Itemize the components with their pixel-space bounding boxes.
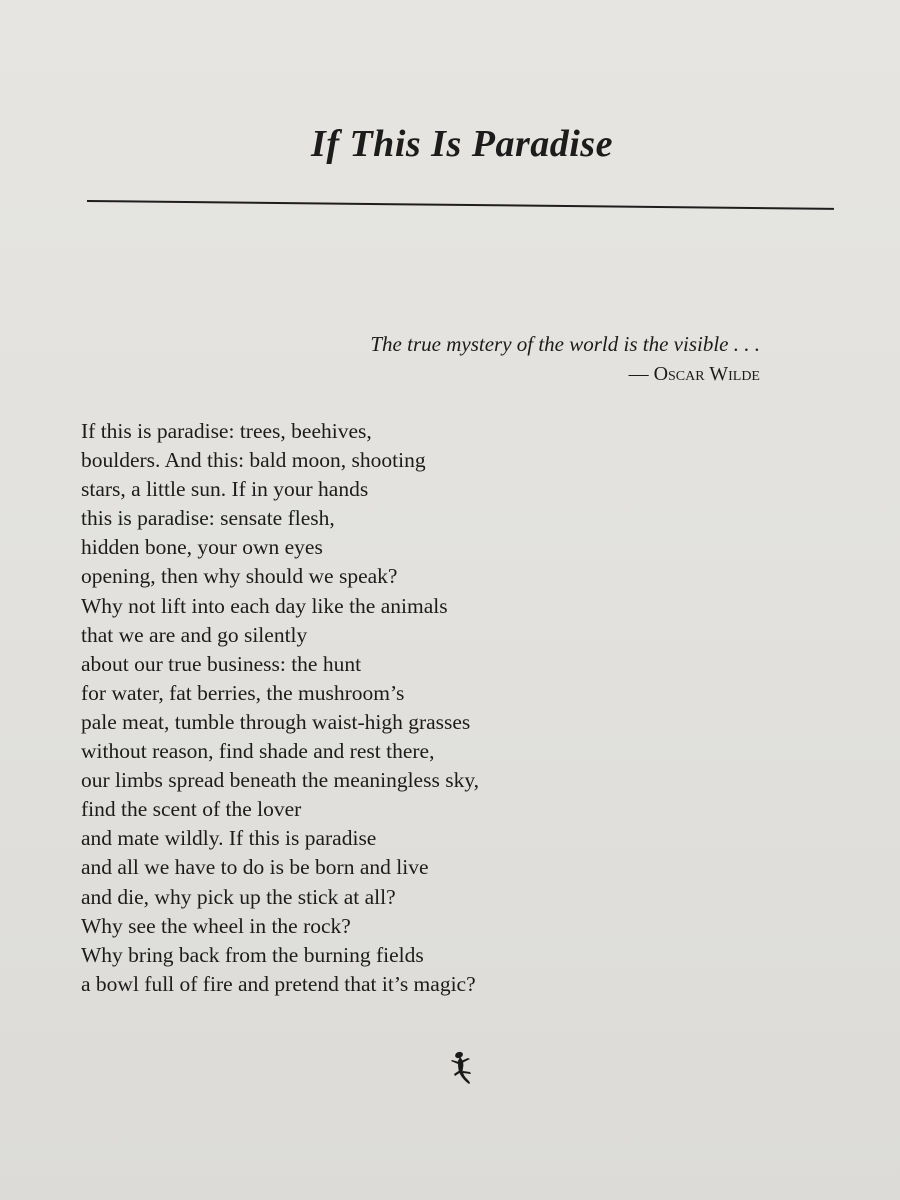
poem-line: Why see the wheel in the rock?: [81, 913, 351, 938]
poem-line: and all we have to do is be born and live: [81, 855, 429, 880]
poem-line: and mate wildly. If this is paradise: [81, 826, 377, 851]
poem-line: pale meat, tumble through waist-high grasses: [81, 709, 471, 734]
poem-line: about our true business: the hunt: [81, 651, 362, 676]
poem-line: If this is paradise: trees, beehives,: [81, 419, 372, 443]
epigraph-author-name: — Oscar Wilde: [628, 363, 760, 385]
poem-line: that we are and go silently: [81, 622, 308, 647]
title-rule: [87, 200, 834, 210]
poem-line: find the scent of the lover: [81, 797, 302, 822]
poem-line: opening, then why should we speak?: [81, 564, 398, 589]
epigraph-quote: The true mystery of the world is the visible . . .: [370, 332, 760, 356]
poem-line: this is paradise: sensate flesh,: [81, 506, 335, 531]
poem-body: [81, 417, 781, 999]
epigraph-author: [200, 360, 760, 388]
poem-line: hidden bone, your own eyes: [81, 535, 323, 560]
poem-title: If This Is Paradise: [311, 123, 613, 165]
lizard-icon: [447, 1050, 477, 1086]
poem-line: stars, a little sun. If in your hands: [81, 477, 369, 502]
poem-line: Why not lift into each day like the animals: [81, 593, 448, 618]
poem-line: our limbs spread beneath the meaningless sky,: [81, 768, 480, 793]
epigraph: [200, 330, 760, 388]
poem-line: for water, fat berries, the mushroom’s: [81, 680, 405, 705]
poem-line: without reason, find shade and rest there,: [81, 739, 435, 764]
poem-line: a bowl full of fire and pretend that it’s magic?: [81, 971, 476, 996]
poem-line: and die, why pick up the stick at all?: [81, 884, 396, 909]
poem-line: Why bring back from the burning fields: [81, 942, 424, 967]
poem-line: boulders. And this: bald moon, shooting: [81, 448, 426, 473]
